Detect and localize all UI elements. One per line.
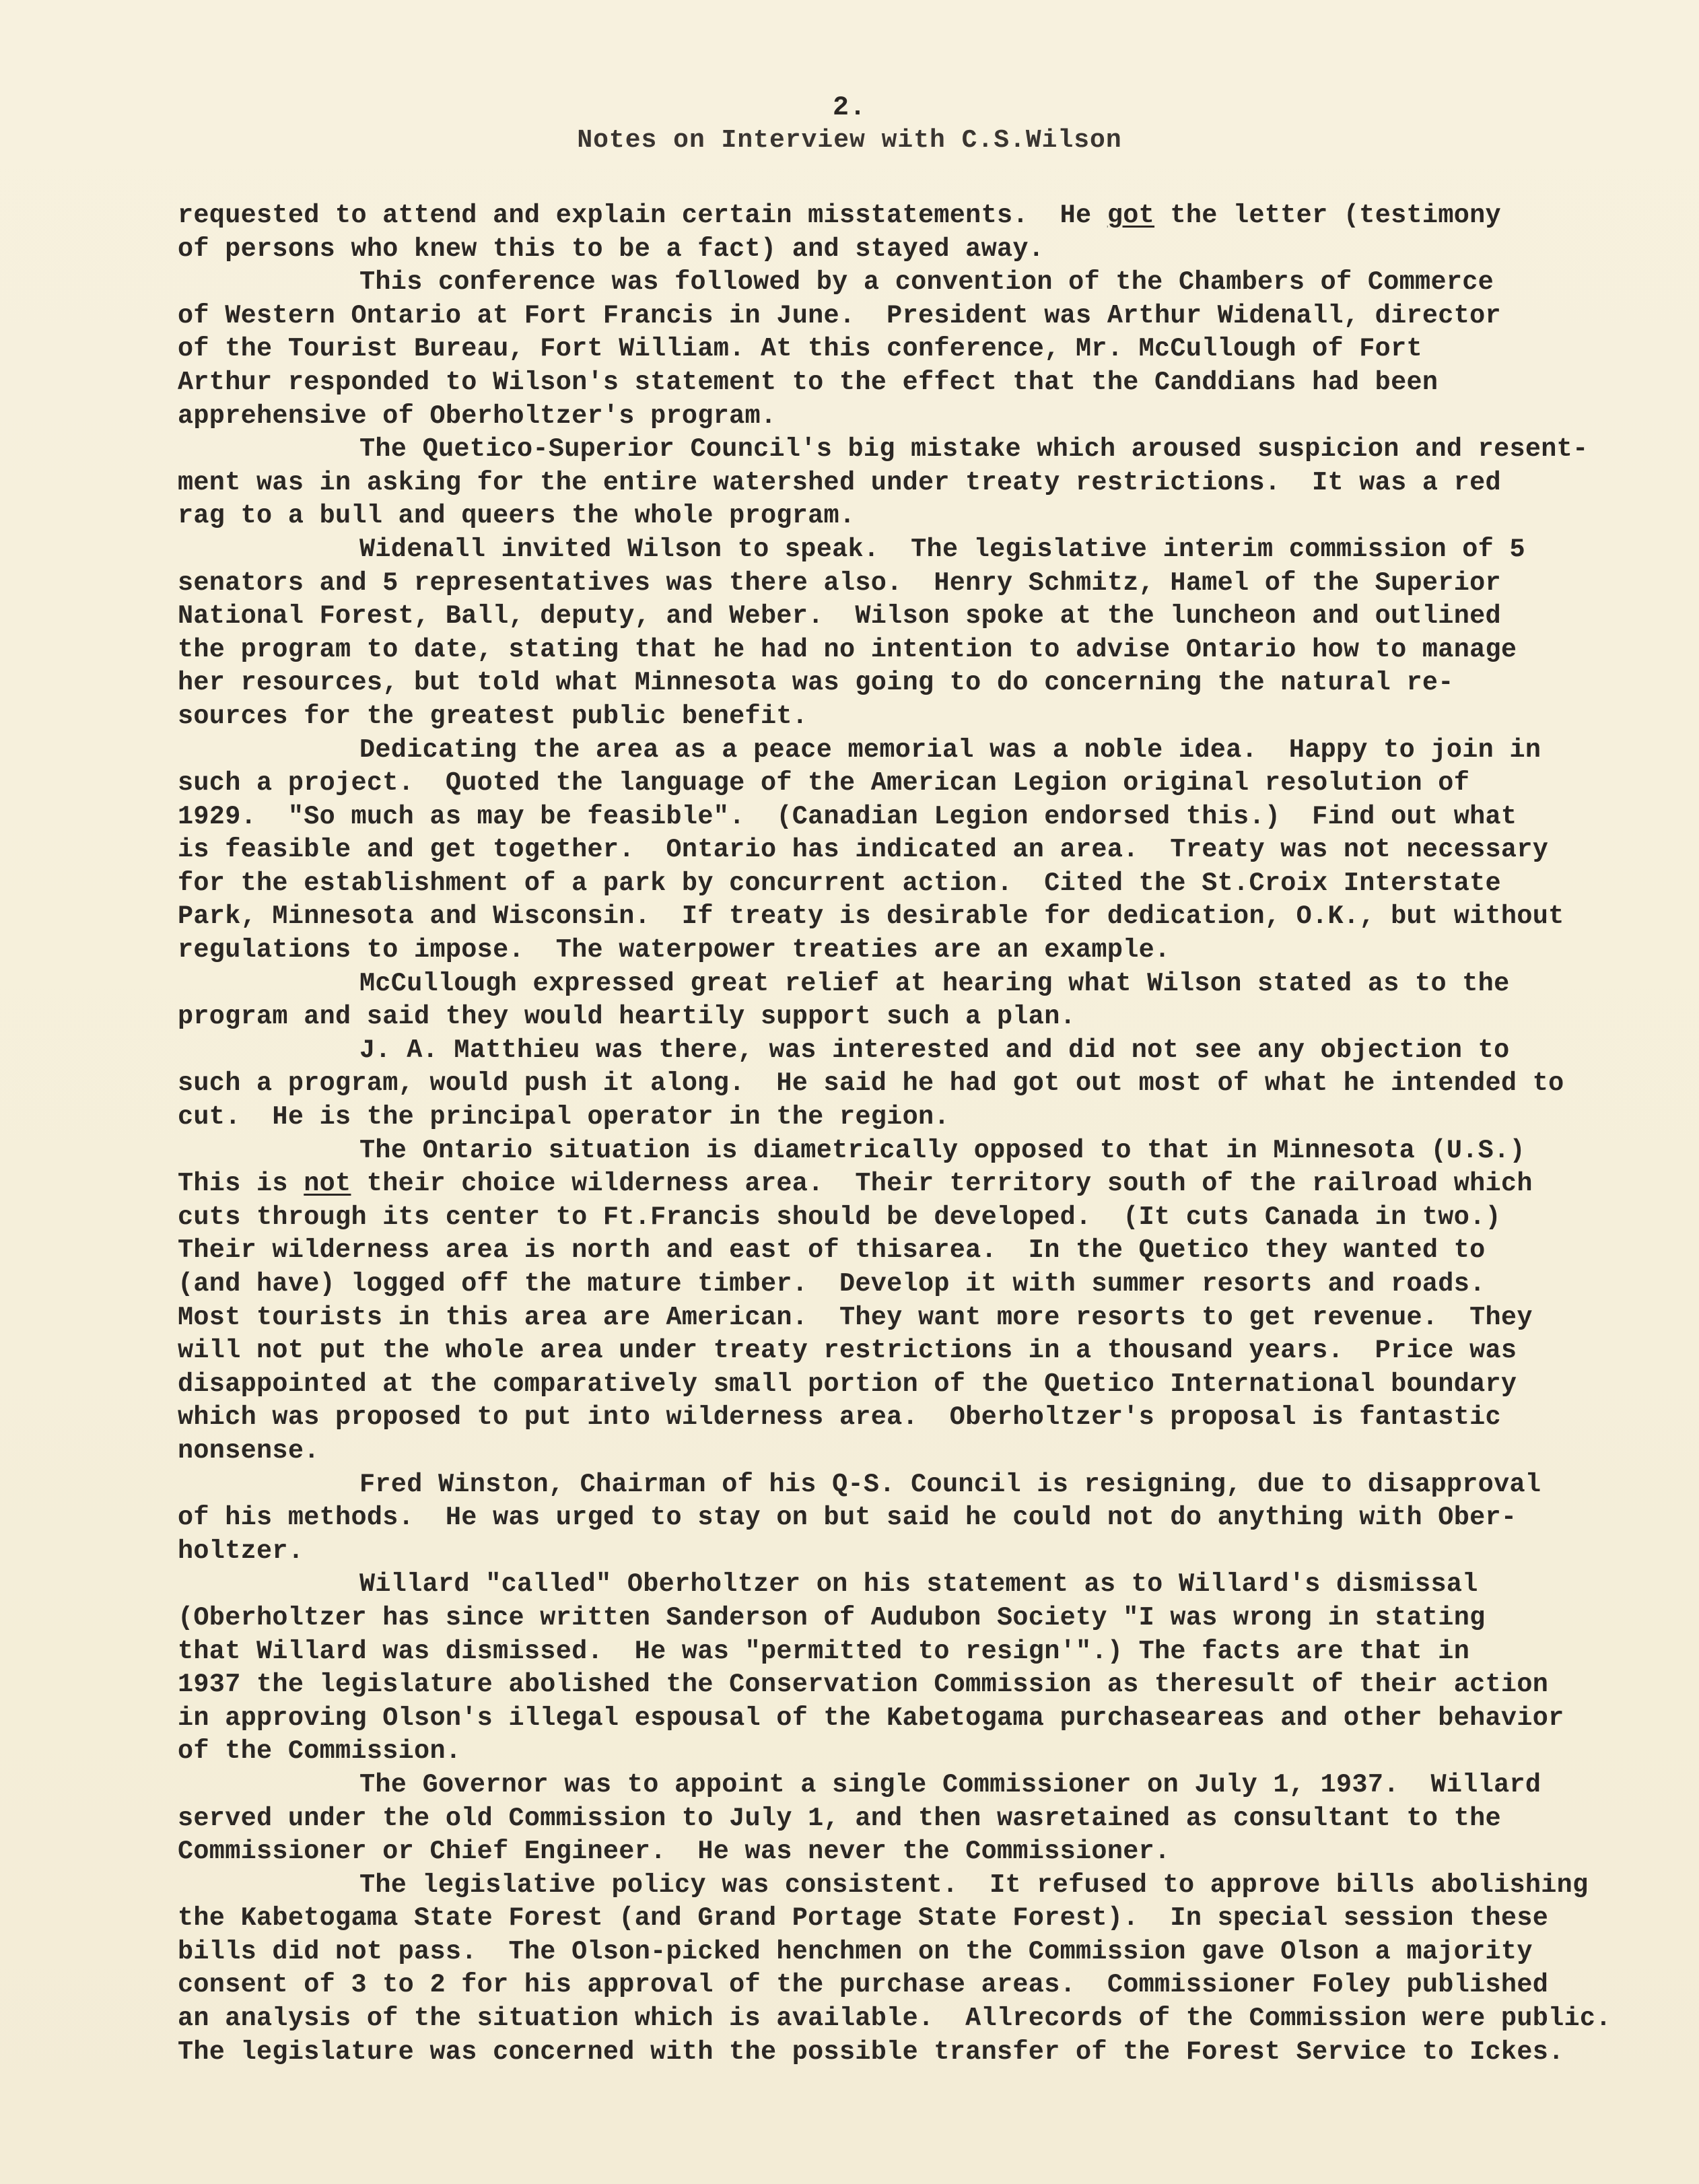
line-text: her resources, but told what Minnesota was going to do concerning the natural re-: [178, 668, 1454, 698]
text-line: [178, 1101, 1645, 1134]
text-line: [178, 1668, 1645, 1702]
text-line: [178, 967, 1645, 1001]
line-text: in approving Olson's illegal espousal of the Kabetogama purchaseareas and other behavior: [178, 1703, 1564, 1733]
text-line: [178, 266, 1645, 300]
text-line: [178, 1468, 1645, 1502]
line-text-rest: the letter (testimony: [1154, 201, 1501, 230]
line-text: the program to date, stating that he had no intention to advise Ontario how to manage: [178, 634, 1517, 664]
document-body: [178, 199, 1645, 2069]
line-text: cut. He is the principal operator in the region.: [178, 1102, 950, 1132]
text-line: [178, 400, 1645, 434]
line-text: of Western Ontario at Fort Francis in June. President was Arthur Widenall, director: [178, 300, 1501, 331]
text-line: [178, 1334, 1645, 1368]
page-header: [0, 93, 1699, 158]
line-text: 1929. "So much as may be feasible". (Canadian Legion endorsed this.) Find out what: [178, 801, 1517, 831]
line-text: holtzer.: [178, 1536, 304, 1566]
text-line: [178, 233, 1645, 267]
line-text: such a project. Quoted the language of the American Legion original resolution of: [178, 768, 1470, 798]
line-text: will not put the whole area under treaty restrictions in a thousand years. Price was: [178, 1336, 1517, 1366]
line-text: National Forest, Ball, deputy, and Weber. Wilson spoke at the luncheon and outlined: [178, 601, 1501, 632]
line-text: J. A. Matthieu was there, was interested and did not see any objection to: [359, 1035, 1510, 1065]
text-line: [178, 1268, 1645, 1301]
line-text: senators and 5 representatives was there also. Henry Schmitz, Hamel of the Superior: [178, 568, 1501, 598]
line-text: sources for the greatest public benefit.: [178, 701, 808, 731]
line-text-rest: their choice wilderness area. Their territory south of the railroad which: [351, 1169, 1533, 1199]
line-text: The legislative policy was consistent. It refused to approve bills abolishing: [359, 1870, 1589, 1900]
text-line: [178, 1602, 1645, 1635]
text-line: [178, 1034, 1645, 1068]
text-line: [178, 1869, 1645, 1903]
text-line: [178, 1735, 1645, 1769]
line-text: The Quetico-Superior Council's big mistake which aroused suspicion and resent-: [359, 434, 1589, 465]
text-line: [178, 1568, 1645, 1602]
line-text: nonsense.: [178, 1435, 320, 1466]
text-line: [178, 467, 1645, 500]
text-line: [178, 700, 1645, 734]
text-line: [178, 1167, 1645, 1201]
text-line: [178, 1435, 1645, 1468]
line-text: Willard "called" Oberholtzer on his statement as to Willard's dismissal: [359, 1569, 1478, 1600]
line-text: rag to a bull and queers the whole program.: [178, 501, 856, 531]
line-text: 1937 the legislature abolished the Conservation Commission as theresult of their action: [178, 1670, 1549, 1700]
line-text: bills did not pass. The Olson-picked henchmen on the Commission gave Olson a majority: [178, 1936, 1533, 1967]
line-text: cuts through its center to Ft.Francis should be developed. (It cuts Canada in two.): [178, 1202, 1501, 1232]
line-text: such a program, would push it along. He said he had got out most of what he intended to: [178, 1068, 1564, 1099]
text-line: [178, 2036, 1645, 2070]
line-text: Commissioner or Chief Engineer. He was never the Commissioner.: [178, 1837, 1171, 1867]
text-line: [178, 634, 1645, 667]
line-text: of the Commission.: [178, 1736, 462, 1767]
line-text: that Willard was dismissed. He was "permitted to resign'".) The facts are that in: [178, 1636, 1470, 1666]
line-text: The legislature was concerned with the possible transfer of the Forest Service to Ickes.: [178, 2037, 1564, 2067]
line-text: of the Tourist Bureau, Fort William. At this conference, Mr. McCullough of Fort: [178, 334, 1422, 364]
text-line: [178, 333, 1645, 366]
document-title: Notes on Interview with C.S.Wilson: [577, 126, 1122, 155]
text-line: [178, 1401, 1645, 1435]
text-line: [178, 533, 1645, 567]
line-text: The Governor was to appoint a single Commissioner on July 1, 1937. Willard: [359, 1769, 1541, 1800]
text-line: [178, 1802, 1645, 1836]
text-line: [178, 800, 1645, 834]
line-text: for the establishment of a park by concurrent action. Cited the St.Croix Interstate: [178, 868, 1501, 898]
line-text: of persons who knew this to be a fact) and stayed away.: [178, 234, 1045, 264]
line-text: Their wilderness area is north and east of thisarea. In the Quetico they wanted to: [178, 1235, 1486, 1266]
line-text: Dedicating the area as a peace memorial was a noble idea. Happy to join in: [359, 735, 1541, 765]
line-text: Arthur responded to Wilson's statement to the effect that the Canddians had been: [178, 367, 1438, 397]
line-text: program and said they would heartily support such a plan.: [178, 1002, 1076, 1032]
line-text: consent of 3 to 2 for his approval of the purchase areas. Commissioner Foley published: [178, 1970, 1549, 2000]
text-line: [178, 1936, 1645, 1969]
text-line: [178, 900, 1645, 934]
underlined-word: not: [304, 1169, 351, 1199]
text-line: [178, 1368, 1645, 1402]
line-text: This is: [178, 1169, 304, 1199]
line-text: Fred Winston, Chairman of his Q-S. Council is resigning, due to disapproval: [359, 1469, 1541, 1499]
line-text: Widenall invited Wilson to speak. The legislative interim commission of 5: [359, 534, 1525, 564]
line-text: is feasible and get together. Ontario has indicated an area. Treaty was not necessary: [178, 835, 1549, 865]
text-line: [178, 1969, 1645, 2002]
text-line: [178, 867, 1645, 901]
text-line: [178, 1501, 1645, 1535]
text-line: [178, 1134, 1645, 1168]
text-line: [178, 500, 1645, 533]
line-text: Most tourists in this area are American. They want more resorts to get revenue. They: [178, 1302, 1533, 1332]
text-line: [178, 1535, 1645, 1569]
text-line: [178, 567, 1645, 601]
text-line: [178, 1234, 1645, 1268]
text-line: [178, 1201, 1645, 1235]
line-text: (Oberholtzer has since written Sanderson of Audubon Society "I was wrong in stating: [178, 1602, 1486, 1633]
text-line: [178, 1301, 1645, 1335]
text-line: [178, 1000, 1645, 1034]
text-line: [178, 1902, 1645, 1936]
line-text: Park, Minnesota and Wisconsin. If treaty is desirable for dedication, O.K., but without: [178, 901, 1564, 932]
line-text: of his methods. He was urged to stay on but said he could not do anything with Ober-: [178, 1503, 1517, 1533]
page-number: 2.: [832, 93, 866, 123]
line-text: requested to attend and explain certain misstatements. He: [178, 201, 1107, 230]
text-line: [178, 433, 1645, 467]
text-line: [178, 667, 1645, 700]
line-text: apprehensive of Oberholtzer's program.: [178, 401, 777, 431]
line-text: an analysis of the situation which is available. Allrecords of the Commission were public.: [178, 2004, 1611, 2034]
text-line: [178, 767, 1645, 800]
text-line: [178, 1067, 1645, 1101]
text-line: [178, 2002, 1645, 2036]
text-line: [178, 833, 1645, 867]
text-line: [178, 1702, 1645, 1736]
line-text: (and have) logged off the mature timber. Develop it with summer resorts and roads.: [178, 1269, 1486, 1299]
line-text: McCullough expressed great relief at hearing what Wilson stated as to the: [359, 968, 1510, 998]
text-line: [178, 1835, 1645, 1869]
text-line: [178, 1769, 1645, 1802]
line-text: served under the old Commission to July 1, and then wasretained as consultant to the: [178, 1803, 1501, 1833]
line-text: disappointed at the comparatively small portion of the Quetico International boundary: [178, 1369, 1517, 1399]
text-line: [178, 734, 1645, 767]
line-text: ment was in asking for the entire watershed under treaty restrictions. It was a red: [178, 467, 1501, 498]
text-line: [178, 934, 1645, 967]
underlined-word: got: [1107, 201, 1155, 230]
line-text: the Kabetogama State Forest (and Grand Portage State Forest). In special session these: [178, 1903, 1549, 1934]
text-line: [178, 366, 1645, 400]
text-line: [178, 1635, 1645, 1669]
text-line: [178, 600, 1645, 634]
line-text: regulations to impose. The waterpower treaties are an example.: [178, 935, 1171, 965]
line-text: which was proposed to put into wilderness area. Oberholtzer's proposal is fantastic: [178, 1402, 1501, 1433]
line-text: This conference was followed by a convention of the Chambers of Commerce: [359, 267, 1494, 298]
text-line: [178, 300, 1645, 333]
line-text: The Ontario situation is diametrically opposed to that in Minnesota (U.S.): [359, 1135, 1525, 1165]
text-line: [178, 199, 1645, 233]
